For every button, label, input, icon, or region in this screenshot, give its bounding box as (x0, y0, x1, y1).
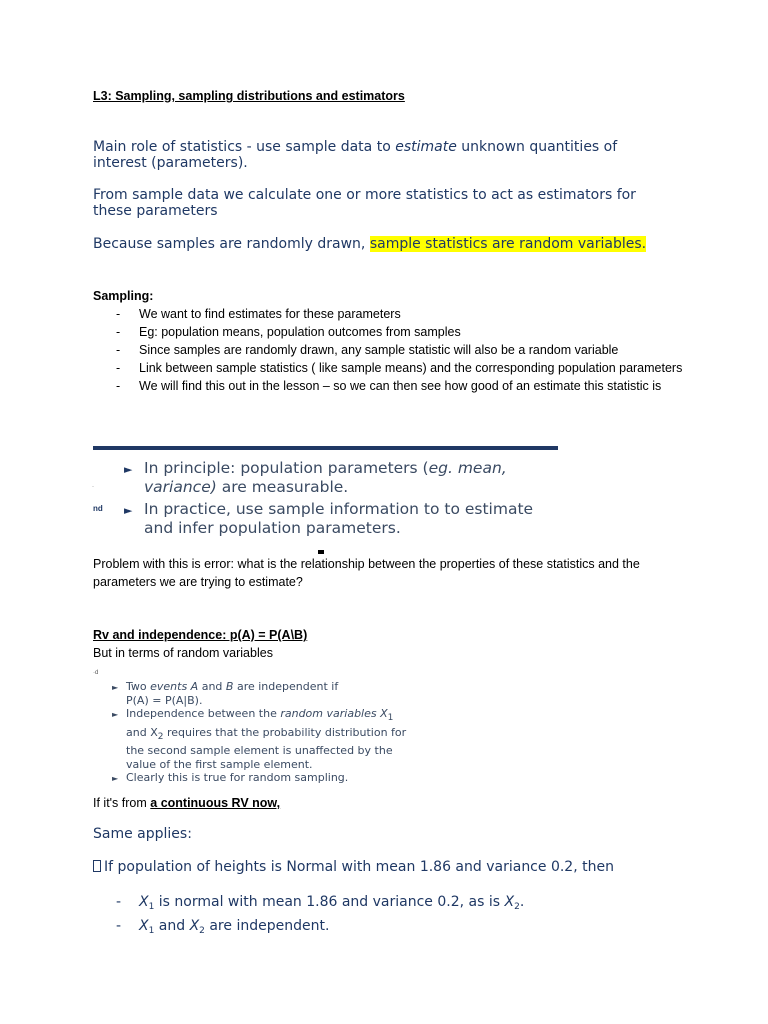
continuous-emphasis: a continuous RV now, (150, 796, 281, 810)
list-item (93, 893, 693, 917)
final-text: . (519, 894, 525, 910)
final-text: are independent. (204, 918, 330, 934)
slide2-text: requires that the probability distribution for the second sample element is unaffected by the value of the first sample element. (126, 725, 407, 771)
subscript: 1 (148, 902, 155, 912)
list-item (93, 917, 693, 941)
slide2-content (112, 680, 412, 785)
heights-line (93, 859, 693, 875)
slide2-text: Two (126, 680, 151, 693)
subscript: 2 (157, 731, 164, 742)
slide1-emphasis: eg. mean, variance) (144, 459, 507, 496)
final-text: is normal with mean 1.86 and variance 0.2, as is (154, 894, 505, 910)
dot-marker: · (92, 484, 94, 490)
slide2-bullet-1 (112, 680, 412, 707)
small-square-icon (318, 550, 324, 554)
list-item: - Eg: population means, population outcomes from samples (93, 323, 683, 341)
heights-text: If population of heights is Normal with mean 1.86 and variance 0.2, then (104, 859, 614, 875)
slide1-bullet-2 (124, 500, 554, 538)
problem-paragraph: Problem with this is error: what is the relationship between the properties of these statistics and the parameters we are trying to estimate? (93, 557, 640, 589)
math-var: X (504, 894, 515, 910)
intro-emphasis: estimate (395, 139, 457, 155)
triangle-bullet-icon: ► (112, 683, 119, 692)
subscript: 2 (199, 926, 205, 936)
list-item: - We will find this out in the lesson – so we can then see how good of an estimate this statistic is (93, 377, 683, 395)
continuous-line (93, 794, 280, 812)
triangle-bullet-icon: ► (112, 774, 119, 783)
slide2-bullet-2 (112, 707, 412, 771)
highlighted-text: sample statistics are random variables. (369, 236, 647, 252)
sampling-list (93, 305, 683, 395)
page-title: L3: Sampling, sampling distributions and estimators (93, 89, 405, 103)
list-item: - Link between sample statistics ( like sample means) and the corresponding population parameters (93, 359, 683, 377)
slide2-text: are independent if (233, 680, 339, 693)
sampling-heading: Sampling: (93, 289, 154, 303)
slide1-text: In principle: population parameters ( (144, 459, 429, 477)
slide2-bullet-3 (112, 771, 412, 785)
subscript: 2 (514, 902, 520, 912)
rv-subheading: But in terms of random variables (93, 646, 273, 660)
math-var: X (139, 894, 149, 910)
intro-paragraph-1 (93, 139, 653, 171)
slide1-text: are measurable. (216, 478, 349, 496)
continuous-text: If it's from (93, 796, 151, 810)
intro-text: unknown quantities of interest (parameters). (93, 139, 618, 171)
slide-divider (93, 446, 558, 450)
triangle-bullet-icon: ► (124, 504, 133, 517)
intro-paragraph-3 (93, 236, 693, 252)
slide1-text: In practice, use sample information to to estimate and infer population parameters. (144, 500, 534, 537)
slide2-text: Clearly this is true for random sampling. (126, 771, 349, 784)
list-item: - We want to find estimates for these parameters (93, 305, 683, 323)
slide2-formula: P(A) = P(A|B). (126, 693, 203, 707)
intro-paragraph-2: From sample data we calculate one or more statistics to act as estimators for these parameters (93, 187, 636, 219)
slide1-bullet-1 (124, 459, 544, 497)
subscript: 1 (148, 926, 155, 936)
intro-text: Main role of statistics - use sample data to (93, 139, 396, 155)
slide2-text: Independence between the (126, 707, 281, 720)
math-var: X (189, 918, 200, 934)
math-var: X (139, 918, 149, 934)
slide2-emphasis: random variables X (280, 707, 388, 720)
same-applies: Same applies: (93, 826, 192, 842)
list-item: - Since samples are randomly drawn, any sample statistic will also be a random variable (93, 341, 683, 359)
slide2-marker: ·d (93, 670, 99, 676)
subscript: 1 (387, 713, 394, 723)
rv-heading: Rv and independence: p(A) = P(A\B) (93, 628, 308, 642)
triangle-bullet-icon: ► (112, 710, 119, 719)
final-text: and (154, 918, 190, 934)
slide-marker: nd (93, 504, 103, 513)
intro-text: Because samples are randomly drawn, (93, 236, 370, 252)
slide2-text: and X (126, 725, 158, 739)
final-list (93, 893, 693, 941)
triangle-bullet-icon: ► (124, 463, 133, 476)
slide2-text: and (198, 680, 226, 693)
checkbox-glyph-icon (93, 860, 101, 872)
slide2-emphasis: B (225, 680, 234, 693)
slide2-emphasis: events A (150, 680, 199, 693)
